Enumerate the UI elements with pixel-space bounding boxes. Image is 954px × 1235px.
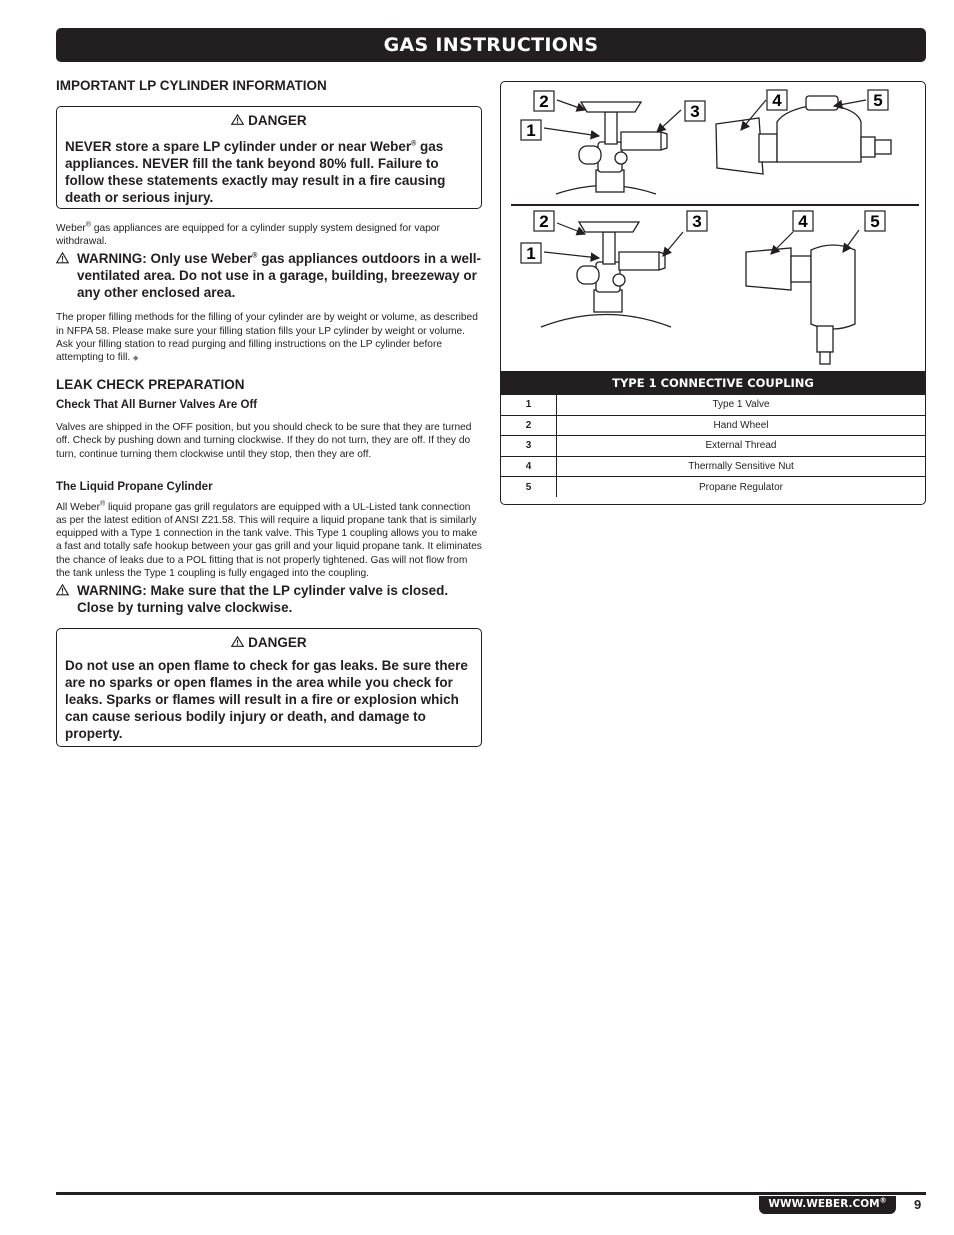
danger-box-open-flame <box>56 628 482 747</box>
danger-storage-text: NEVER store a spare LP cylinder under or near Weber® gas appliances. NEVER fill the tank beyond 80% full. Failure to follow these statements exactly may result in a fire causing death or serious injury. <box>65 139 446 205</box>
danger-title: DANGER <box>65 113 473 128</box>
figure-divider <box>511 204 919 206</box>
table-row: 3 External Thread <box>501 436 925 457</box>
parts-table-title: TYPE 1 CONNECTIVE COUPLING <box>501 371 925 394</box>
leak-check-heading: LEAK CHECK PREPARATION <box>56 377 245 393</box>
table-row: 1 Type 1 Valve <box>501 395 925 416</box>
callout-1-top: 1 <box>526 121 536 140</box>
footer-rule <box>56 1192 926 1195</box>
callout-2-top: 2 <box>539 92 549 111</box>
warning-triangle-icon <box>56 582 77 616</box>
page-title-banner <box>56 28 926 62</box>
end-mark-icon: ◆ <box>133 355 139 363</box>
danger-open-flame-text: Do not use an open flame to check for gas leaks. Be sure there are no sparks or open flames in the area while you check for leaks. Sparks or flames will result in a fire or explosion which can cause serious bodily injury or death, and damage to property. <box>65 658 468 742</box>
vapor-withdrawal-text: Weber® gas appliances are equipped for a cylinder supply system designed for vapor withdrawal. <box>56 221 440 248</box>
callout-4-bottom: 4 <box>798 212 808 231</box>
callout-4-top: 4 <box>772 91 782 110</box>
callout-2-bottom: 2 <box>539 212 549 231</box>
burner-valves-subheading: Check That All Burner Valves Are Off <box>56 399 258 412</box>
parts-table <box>501 394 925 497</box>
danger-box-storage <box>56 106 482 209</box>
callout-5-bottom: 5 <box>870 212 880 231</box>
filling-methods-text: The proper filling methods for the filling of your cylinder are by weight or volume, as described in NFPA 58. Please make sure your filling station fills your LP cylinder by weight or volume. Ask your filling station to read purging and filling instructions on the LP cylinder before attempting to fill. ◆ <box>56 312 478 364</box>
warning-triangle-icon <box>56 250 77 301</box>
burner-valves-text: Valves are shipped in the OFF position, but you should check to be sure that they are turned off. Check by pushing down and turning clockwise. If they do not turn, they are off. If they do turn, continue turning them clockwise until they stop, then they are off. <box>56 422 472 460</box>
table-row: 4 Thermally Sensitive Nut <box>501 456 925 477</box>
liquid-propane-subheading: The Liquid Propane Cylinder <box>56 480 213 493</box>
callout-5-top: 5 <box>873 91 883 110</box>
table-row: 2 Hand Wheel <box>501 415 925 436</box>
lp-info-heading: IMPORTANT LP CYLINDER INFORMATION <box>56 78 327 93</box>
warning-triangle-icon <box>231 635 248 650</box>
callout-labels <box>501 82 924 371</box>
left-column <box>56 78 482 747</box>
callout-3-bottom: 3 <box>692 212 702 231</box>
warning-triangle-icon <box>231 113 248 128</box>
coupling-figure <box>500 81 926 505</box>
liquid-propane-text: All Weber® liquid propane gas grill regulators are equipped with a UL-Listed tank connection as per the latest edition of ANSI Z21.58. This will require a liquid propane tank that is similarly equipped with a Type 1 connection in the tank valve. This Type 1 coupling allows you to make a fast and totally safe hookup between your gas grill and your liquid propane tank. It eliminates the chance of leaks due to a POL fitting that is not properly tightened. Gas will not flow from the tank unless the Type 1 coupling is fully engaged into the coupling. <box>56 500 482 579</box>
callout-1-bottom: 1 <box>526 244 536 263</box>
table-row: 5 Propane Regulator <box>501 477 925 497</box>
footer-website: WWW.WEBER.COM® <box>759 1196 896 1214</box>
callout-3-top: 3 <box>690 102 700 121</box>
warning-valve-closed: WARNING: Make sure that the LP cylinder valve is closed. Close by turning valve clockwise. <box>56 582 482 616</box>
danger-title: DANGER <box>65 635 473 650</box>
page-title: GAS INSTRUCTIONS <box>383 34 599 56</box>
warning-outdoors: WARNING: Only use Weber® gas appliances outdoors in a well-ventilated area. Do not use in a garage, building, breezeway or any other enclosed area. <box>56 250 482 301</box>
page-number: 9 <box>914 1197 922 1212</box>
